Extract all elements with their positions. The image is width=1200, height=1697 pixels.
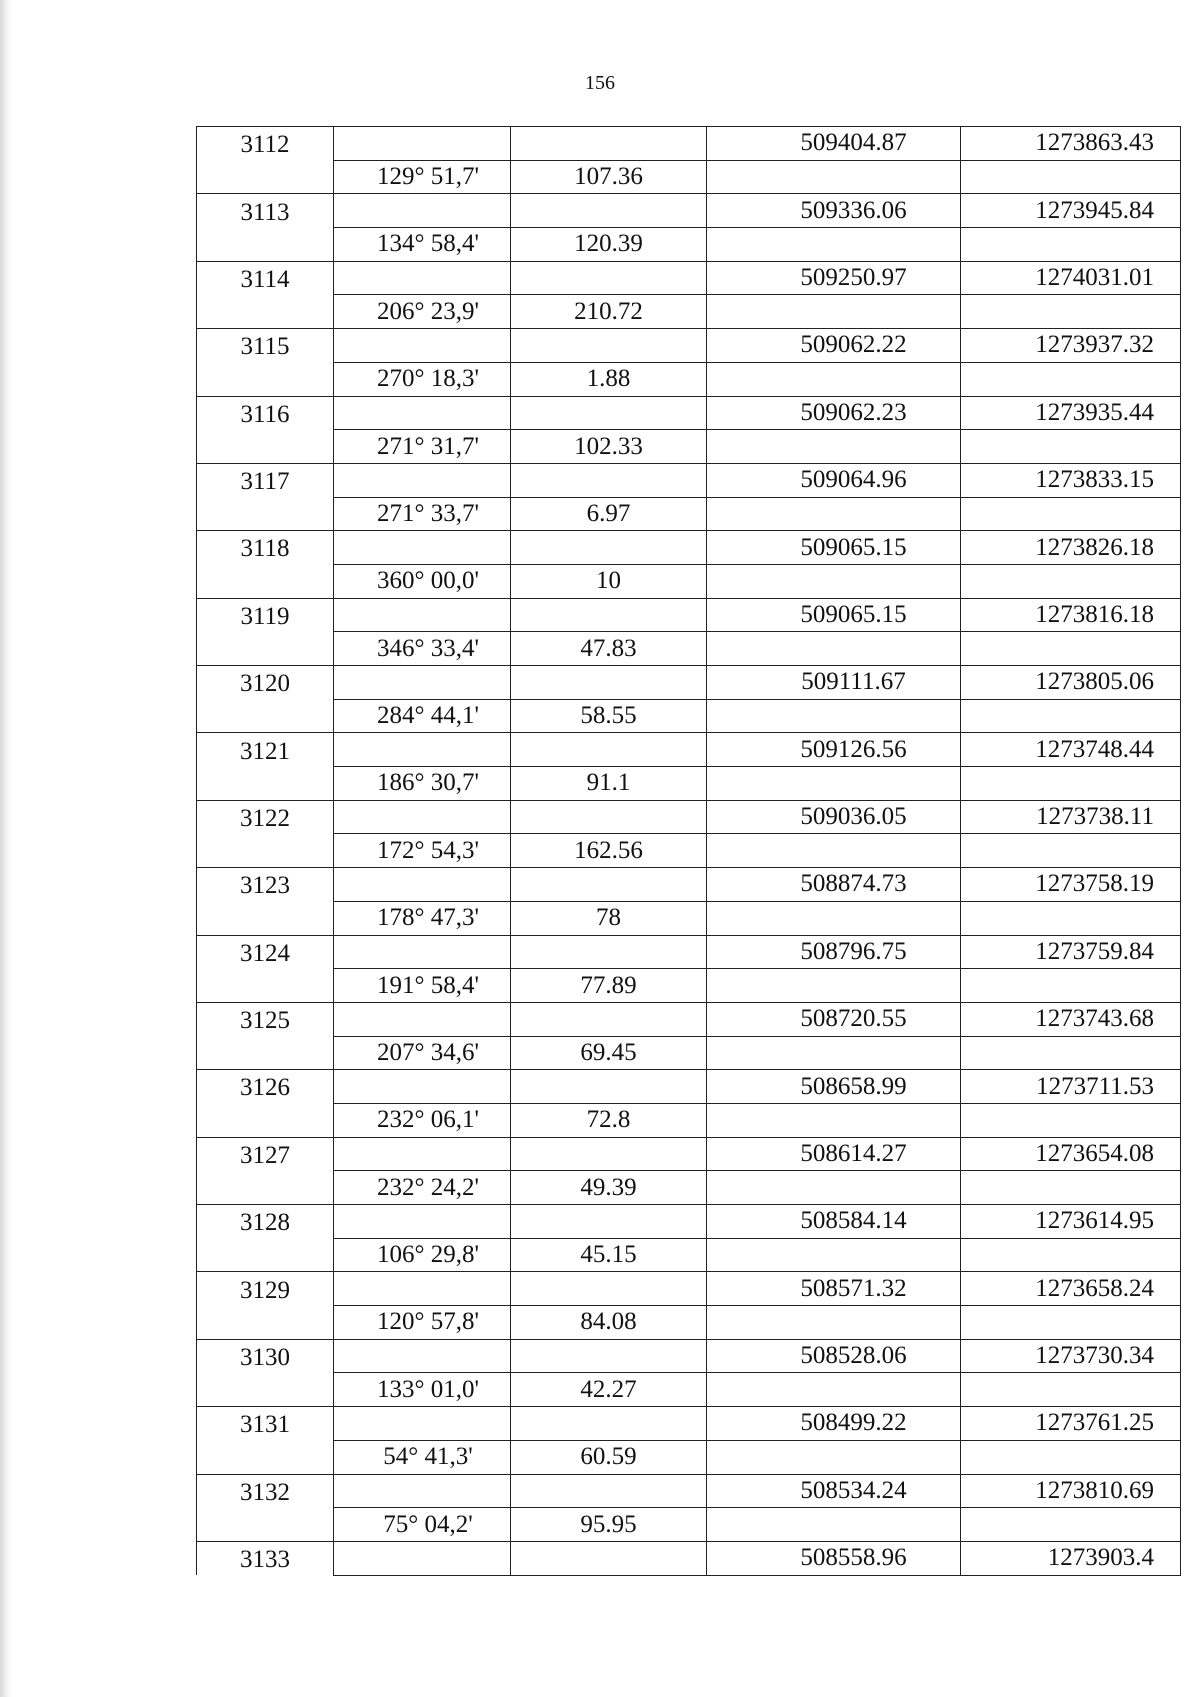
point-number-cell (197, 228, 334, 262)
x-coordinate-cell (707, 160, 961, 194)
point-number-cell (197, 1508, 334, 1542)
length-cell (511, 1137, 707, 1171)
x-coordinate-cell (707, 497, 961, 531)
x-coordinate-cell (707, 1103, 961, 1137)
length-cell (511, 598, 707, 632)
x-coordinate-cell (707, 1171, 961, 1205)
direction-cell (334, 194, 511, 228)
direction-cell (334, 1541, 511, 1575)
point-row (197, 800, 1181, 834)
length-cell (511, 194, 707, 228)
length-cell (511, 1070, 707, 1104)
y-coordinate-cell (961, 228, 1181, 262)
y-coordinate-cell: 1273833.15 (961, 463, 1181, 497)
y-coordinate-cell (961, 1171, 1181, 1205)
y-coordinate-cell (961, 1440, 1181, 1474)
direction-cell: 191° 58,4' (334, 969, 511, 1003)
point-row (197, 1541, 1181, 1575)
direction-cell (334, 1339, 511, 1373)
segment-row (197, 362, 1181, 396)
length-cell: 60.59 (511, 1440, 707, 1474)
x-coordinate-cell (707, 1306, 961, 1340)
x-coordinate-cell (707, 564, 961, 598)
direction-cell (334, 1474, 511, 1508)
segment-row (197, 699, 1181, 733)
direction-cell: 232° 06,1' (334, 1103, 511, 1137)
coordinates-table-body (197, 127, 1181, 1576)
length-cell (511, 127, 707, 161)
point-row (197, 463, 1181, 497)
segment-row (197, 1440, 1181, 1474)
length-cell: 162.56 (511, 834, 707, 868)
y-coordinate-cell (961, 767, 1181, 801)
segment-row (197, 497, 1181, 531)
segment-row (197, 969, 1181, 1003)
length-cell (511, 733, 707, 767)
length-cell: 69.45 (511, 1036, 707, 1070)
segment-row (197, 160, 1181, 194)
y-coordinate-cell: 1273654.08 (961, 1137, 1181, 1171)
direction-cell (334, 329, 511, 363)
x-coordinate-cell: 509062.23 (707, 396, 961, 430)
direction-cell (334, 261, 511, 295)
direction-cell: 172° 54,3' (334, 834, 511, 868)
length-cell: 102.33 (511, 430, 707, 464)
y-coordinate-cell (961, 1373, 1181, 1407)
point-row (197, 598, 1181, 632)
segment-row (197, 295, 1181, 329)
y-coordinate-cell: 1273937.32 (961, 329, 1181, 363)
y-coordinate-cell (961, 1306, 1181, 1340)
length-cell: 72.8 (511, 1103, 707, 1137)
direction-cell: 284° 44,1' (334, 699, 511, 733)
length-cell: 210.72 (511, 295, 707, 329)
x-coordinate-cell: 508534.24 (707, 1474, 961, 1508)
x-coordinate-cell: 508720.55 (707, 1002, 961, 1036)
length-cell: 45.15 (511, 1238, 707, 1272)
segment-row (197, 632, 1181, 666)
y-coordinate-cell: 1273758.19 (961, 868, 1181, 902)
direction-cell: 346° 33,4' (334, 632, 511, 666)
x-coordinate-cell (707, 767, 961, 801)
y-coordinate-cell: 1273738.11 (961, 800, 1181, 834)
y-coordinate-cell: 1273730.34 (961, 1339, 1181, 1373)
point-number-cell (197, 564, 334, 598)
scan-edge-shadow (0, 0, 12, 1697)
segment-row (197, 1036, 1181, 1070)
coordinates-table (196, 126, 1181, 1576)
y-coordinate-cell: 1273810.69 (961, 1474, 1181, 1508)
x-coordinate-cell: 509404.87 (707, 127, 961, 161)
x-coordinate-cell: 509111.67 (707, 666, 961, 700)
direction-cell: 360° 00,0' (334, 564, 511, 598)
x-coordinate-cell (707, 632, 961, 666)
length-cell: 47.83 (511, 632, 707, 666)
x-coordinate-cell: 508874.73 (707, 868, 961, 902)
y-coordinate-cell (961, 632, 1181, 666)
point-number-cell (197, 767, 334, 801)
y-coordinate-cell: 1273711.53 (961, 1070, 1181, 1104)
point-number-cell (197, 1306, 334, 1340)
point-number-cell: 3115 (197, 329, 334, 363)
length-cell: 78 (511, 901, 707, 935)
direction-cell (334, 1407, 511, 1441)
y-coordinate-cell: 1273863.43 (961, 127, 1181, 161)
segment-row (197, 228, 1181, 262)
direction-cell: 106° 29,8' (334, 1238, 511, 1272)
point-row (197, 1407, 1181, 1441)
x-coordinate-cell (707, 1036, 961, 1070)
point-number-cell: 3121 (197, 733, 334, 767)
y-coordinate-cell (961, 1508, 1181, 1542)
y-coordinate-cell: 1273826.18 (961, 531, 1181, 565)
direction-cell (334, 531, 511, 565)
point-number-cell: 3120 (197, 666, 334, 700)
y-coordinate-cell: 1273743.68 (961, 1002, 1181, 1036)
y-coordinate-cell: 1273935.44 (961, 396, 1181, 430)
length-cell (511, 1002, 707, 1036)
direction-cell: 186° 30,7' (334, 767, 511, 801)
length-cell: 107.36 (511, 160, 707, 194)
direction-cell: 134° 58,4' (334, 228, 511, 262)
x-coordinate-cell (707, 295, 961, 329)
segment-row (197, 1238, 1181, 1272)
x-coordinate-cell (707, 901, 961, 935)
direction-cell: 271° 31,7' (334, 430, 511, 464)
y-coordinate-cell (961, 497, 1181, 531)
segment-row (197, 564, 1181, 598)
x-coordinate-cell: 509064.96 (707, 463, 961, 497)
point-number-cell (197, 295, 334, 329)
x-coordinate-cell: 509336.06 (707, 194, 961, 228)
length-cell (511, 666, 707, 700)
y-coordinate-cell: 1273658.24 (961, 1272, 1181, 1306)
length-cell: 91.1 (511, 767, 707, 801)
segment-row (197, 901, 1181, 935)
segment-row (197, 1103, 1181, 1137)
point-number-cell: 3133 (197, 1541, 334, 1575)
direction-cell: 120° 57,8' (334, 1306, 511, 1340)
y-coordinate-cell: 1273761.25 (961, 1407, 1181, 1441)
direction-cell: 133° 01,0' (334, 1373, 511, 1407)
direction-cell (334, 463, 511, 497)
length-cell (511, 1272, 707, 1306)
point-row (197, 1339, 1181, 1373)
direction-cell: 271° 33,7' (334, 497, 511, 531)
point-number-cell (197, 1238, 334, 1272)
length-cell: 6.97 (511, 497, 707, 531)
direction-cell: 178° 47,3' (334, 901, 511, 935)
length-cell (511, 800, 707, 834)
point-number-cell (197, 362, 334, 396)
point-number-cell: 3130 (197, 1339, 334, 1373)
point-number-cell: 3116 (197, 396, 334, 430)
point-number-cell (197, 1103, 334, 1137)
point-number-cell (197, 430, 334, 464)
y-coordinate-cell (961, 295, 1181, 329)
length-cell: 120.39 (511, 228, 707, 262)
point-number-cell: 3129 (197, 1272, 334, 1306)
x-coordinate-cell (707, 1373, 961, 1407)
x-coordinate-cell (707, 362, 961, 396)
point-number-cell: 3122 (197, 800, 334, 834)
direction-cell (334, 935, 511, 969)
direction-cell: 129° 51,7' (334, 160, 511, 194)
length-cell (511, 935, 707, 969)
point-row (197, 1137, 1181, 1171)
direction-cell (334, 127, 511, 161)
point-number-cell (197, 497, 334, 531)
segment-row (197, 767, 1181, 801)
y-coordinate-cell (961, 1238, 1181, 1272)
y-coordinate-cell (961, 1036, 1181, 1070)
y-coordinate-cell (961, 969, 1181, 1003)
length-cell: 77.89 (511, 969, 707, 1003)
direction-cell (334, 1137, 511, 1171)
point-number-cell (197, 969, 334, 1003)
point-number-cell (197, 1171, 334, 1205)
y-coordinate-cell: 1273903.4 (961, 1541, 1181, 1575)
x-coordinate-cell: 509250.97 (707, 261, 961, 295)
point-number-cell: 3132 (197, 1474, 334, 1508)
x-coordinate-cell: 508584.14 (707, 1205, 961, 1239)
y-coordinate-cell: 1273614.95 (961, 1205, 1181, 1239)
x-coordinate-cell: 508658.99 (707, 1070, 961, 1104)
y-coordinate-cell: 1273748.44 (961, 733, 1181, 767)
point-number-cell: 3117 (197, 463, 334, 497)
direction-cell (334, 1272, 511, 1306)
point-number-cell (197, 834, 334, 868)
point-row (197, 733, 1181, 767)
point-number-cell: 3123 (197, 868, 334, 902)
point-row (197, 1002, 1181, 1036)
point-number-cell (197, 699, 334, 733)
x-coordinate-cell: 508571.32 (707, 1272, 961, 1306)
direction-cell: 270° 18,3' (334, 362, 511, 396)
point-number-cell: 3114 (197, 261, 334, 295)
x-coordinate-cell: 508796.75 (707, 935, 961, 969)
x-coordinate-cell (707, 228, 961, 262)
direction-cell (334, 800, 511, 834)
length-cell (511, 1407, 707, 1441)
length-cell (511, 1339, 707, 1373)
segment-row (197, 1373, 1181, 1407)
length-cell: 42.27 (511, 1373, 707, 1407)
length-cell: 49.39 (511, 1171, 707, 1205)
point-number-cell (197, 1036, 334, 1070)
point-number-cell: 3124 (197, 935, 334, 969)
point-row (197, 396, 1181, 430)
point-row (197, 935, 1181, 969)
segment-row (197, 430, 1181, 464)
point-row (197, 666, 1181, 700)
y-coordinate-cell (961, 430, 1181, 464)
point-number-cell: 3119 (197, 598, 334, 632)
length-cell (511, 1474, 707, 1508)
direction-cell: 54° 41,3' (334, 1440, 511, 1474)
point-number-cell: 3112 (197, 127, 334, 161)
x-coordinate-cell: 509126.56 (707, 733, 961, 767)
point-row (197, 868, 1181, 902)
point-row (197, 127, 1181, 161)
point-number-cell: 3118 (197, 531, 334, 565)
point-row (197, 1272, 1181, 1306)
point-row (197, 261, 1181, 295)
x-coordinate-cell: 508614.27 (707, 1137, 961, 1171)
length-cell (511, 868, 707, 902)
direction-cell (334, 666, 511, 700)
direction-cell: 232° 24,2' (334, 1171, 511, 1205)
segment-row (197, 1306, 1181, 1340)
direction-cell (334, 733, 511, 767)
y-coordinate-cell: 1273945.84 (961, 194, 1181, 228)
length-cell (511, 396, 707, 430)
segment-row (197, 1171, 1181, 1205)
segment-row (197, 834, 1181, 868)
length-cell (511, 463, 707, 497)
direction-cell (334, 1002, 511, 1036)
x-coordinate-cell: 508499.22 (707, 1407, 961, 1441)
y-coordinate-cell: 1273805.06 (961, 666, 1181, 700)
y-coordinate-cell (961, 362, 1181, 396)
x-coordinate-cell: 508528.06 (707, 1339, 961, 1373)
point-number-cell: 3127 (197, 1137, 334, 1171)
direction-cell: 75° 04,2' (334, 1508, 511, 1542)
x-coordinate-cell: 509036.05 (707, 800, 961, 834)
segment-row (197, 1508, 1181, 1542)
length-cell: 95.95 (511, 1508, 707, 1542)
y-coordinate-cell: 1273759.84 (961, 935, 1181, 969)
x-coordinate-cell: 509062.22 (707, 329, 961, 363)
point-number-cell (197, 1373, 334, 1407)
x-coordinate-cell (707, 1508, 961, 1542)
point-number-cell (197, 160, 334, 194)
direction-cell (334, 1205, 511, 1239)
y-coordinate-cell (961, 1103, 1181, 1137)
point-number-cell: 3113 (197, 194, 334, 228)
point-row (197, 1205, 1181, 1239)
point-row (197, 329, 1181, 363)
point-number-cell (197, 1440, 334, 1474)
x-coordinate-cell (707, 834, 961, 868)
y-coordinate-cell (961, 699, 1181, 733)
point-number-cell: 3128 (197, 1205, 334, 1239)
length-cell (511, 261, 707, 295)
x-coordinate-cell (707, 430, 961, 464)
x-coordinate-cell: 509065.15 (707, 531, 961, 565)
x-coordinate-cell: 508558.96 (707, 1541, 961, 1575)
y-coordinate-cell (961, 901, 1181, 935)
length-cell (511, 531, 707, 565)
point-row (197, 531, 1181, 565)
page-number: 156 (585, 72, 615, 94)
x-coordinate-cell (707, 699, 961, 733)
point-row (197, 1474, 1181, 1508)
y-coordinate-cell: 1273816.18 (961, 598, 1181, 632)
point-number-cell (197, 901, 334, 935)
x-coordinate-cell: 509065.15 (707, 598, 961, 632)
x-coordinate-cell (707, 1440, 961, 1474)
length-cell: 84.08 (511, 1306, 707, 1340)
y-coordinate-cell: 1274031.01 (961, 261, 1181, 295)
direction-cell (334, 396, 511, 430)
x-coordinate-cell (707, 969, 961, 1003)
point-number-cell: 3125 (197, 1002, 334, 1036)
y-coordinate-cell (961, 160, 1181, 194)
point-number-cell: 3131 (197, 1407, 334, 1441)
length-cell (511, 1541, 707, 1575)
direction-cell (334, 1070, 511, 1104)
length-cell: 10 (511, 564, 707, 598)
point-number-cell (197, 632, 334, 666)
y-coordinate-cell (961, 834, 1181, 868)
direction-cell (334, 598, 511, 632)
length-cell (511, 1205, 707, 1239)
x-coordinate-cell (707, 1238, 961, 1272)
direction-cell (334, 868, 511, 902)
point-row (197, 1070, 1181, 1104)
length-cell: 1.88 (511, 362, 707, 396)
length-cell (511, 329, 707, 363)
point-row (197, 194, 1181, 228)
length-cell: 58.55 (511, 699, 707, 733)
point-number-cell: 3126 (197, 1070, 334, 1104)
direction-cell: 206° 23,9' (334, 295, 511, 329)
y-coordinate-cell (961, 564, 1181, 598)
direction-cell: 207° 34,6' (334, 1036, 511, 1070)
